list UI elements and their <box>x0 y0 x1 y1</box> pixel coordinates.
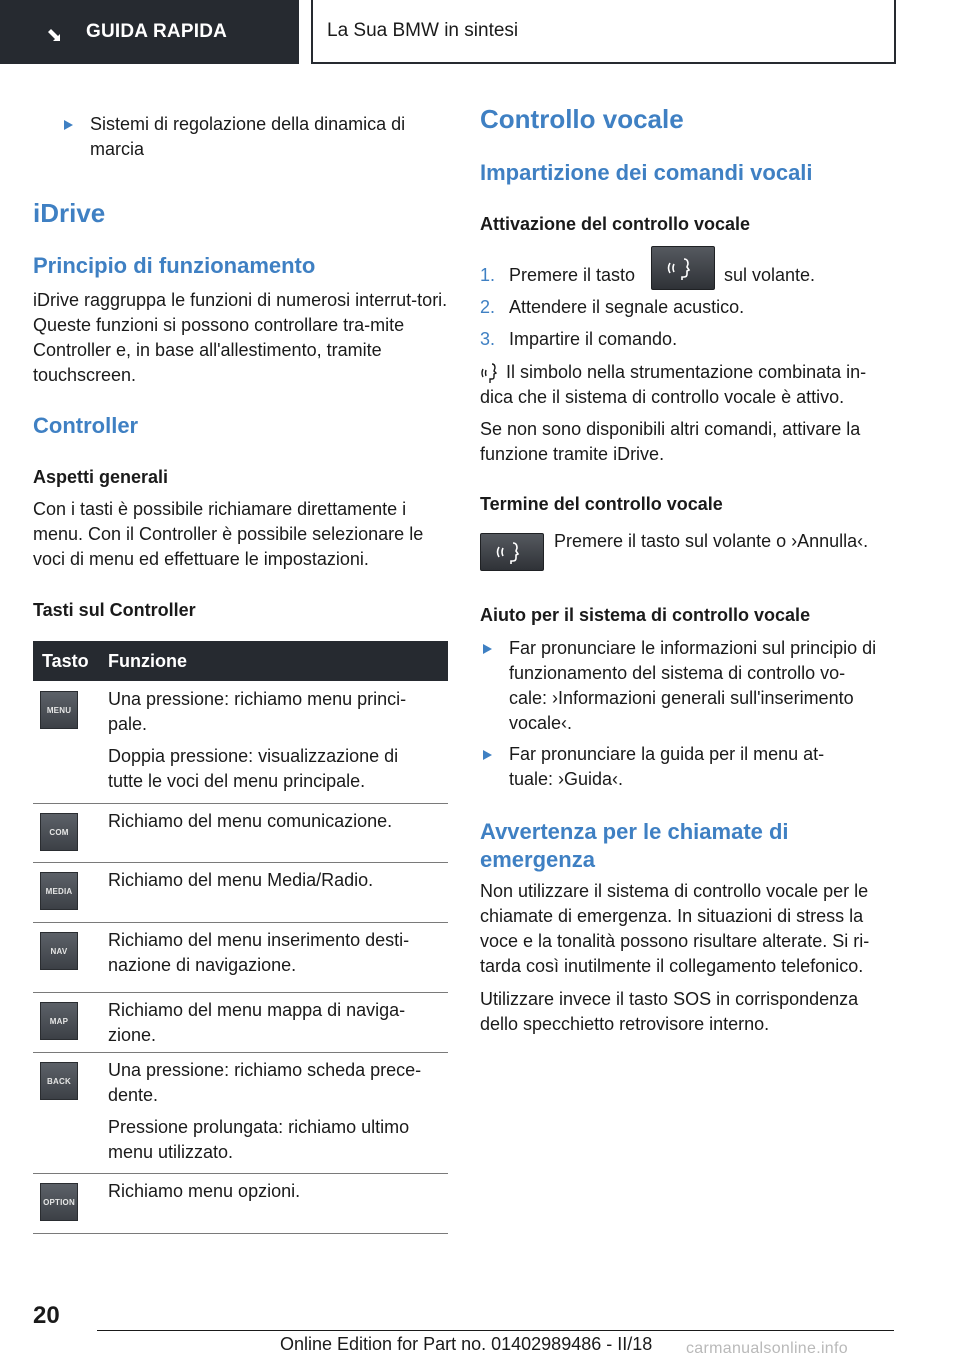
end-title: Termine del controllo vocale <box>480 494 723 514</box>
keys-table-header <box>33 641 448 681</box>
bullet-text: Sistemi di regolazione della dinamica di marcia <box>90 114 406 159</box>
function-text-extra: Pressione prolungata: richiamo ultimo <box>108 1117 410 1137</box>
function-text: nazione di navigazione. <box>108 955 297 975</box>
voice-indicator-icon <box>480 362 502 384</box>
footer-divider <box>97 1330 894 1331</box>
help-bullet-line: funzionamento del sistema di controllo vo- <box>509 663 846 683</box>
help-bullet-text <box>509 742 824 792</box>
function-text: Richiamo del menu Media/Radio. <box>108 870 374 890</box>
row-divider <box>33 992 448 993</box>
step-number: 3. <box>480 329 496 349</box>
voice-command-icon <box>666 255 700 281</box>
keys-title: Tasti sul Controller <box>33 600 196 620</box>
help-bullet-line: tuale: ›Guida‹. <box>509 769 624 789</box>
controller-key-media-icon: MEDIA <box>40 872 78 910</box>
step-text: Impartire il comando. <box>509 329 678 349</box>
emergency-text: Non utilizzare il sistema di controllo vocale per le chiamate di emergenza. In situazioni di stress la voce e la tonalità possono risultare alterate. Si ri-tarda così inutilmente il collegamento telefonico. <box>480 881 870 976</box>
function-text-extra: Doppia pressione: visualizzazione di <box>108 746 399 766</box>
step-number: 1. <box>480 265 496 285</box>
principle-text: iDrive raggruppa le funzioni di numerosi interrut-tori. Queste funzioni si possono controllare tra-mite Controller e, in base all'allestimento, tramite touchscreen. <box>33 290 448 385</box>
controller-key-back-icon: BACK <box>40 1062 78 1100</box>
end-text: Premere il tasto sul volante o ›Annulla‹. <box>554 531 869 551</box>
function-text: pale. <box>108 714 148 734</box>
bullet-triangle-icon <box>483 750 492 760</box>
controller-title: Controller <box>33 413 139 438</box>
section-label: GUIDA RAPIDA <box>86 21 228 42</box>
table-row <box>108 868 443 893</box>
table-row <box>108 1058 443 1165</box>
help-bullet <box>483 742 824 792</box>
row-divider <box>33 1233 448 1234</box>
chapter-title: La Sua BMW in sintesi <box>327 20 519 41</box>
unavailable-text: Se non sono disponibili altri comandi, attivare la funzione tramite iDrive. <box>480 419 861 464</box>
general-text: Con i tasti è possibile richiamare direttamente i menu. Con il Controller è possibile selezionare le voci di menu ed effettuare le impostazioni. <box>33 499 424 569</box>
step-text: Attendere il segnale acustico. <box>509 297 745 317</box>
page-number: 20 <box>33 1302 60 1329</box>
idrive-title: iDrive <box>33 198 106 228</box>
table-row <box>108 1179 443 1204</box>
bullet-triangle-icon <box>483 644 492 654</box>
general-title: Aspetti generali <box>33 467 169 487</box>
controller-key-com-icon: COM <box>40 813 78 851</box>
step-number: 2. <box>480 297 496 317</box>
function-text: Richiamo menu opzioni. <box>108 1181 301 1201</box>
table-row <box>108 998 443 1048</box>
col-function-header: Funzione <box>108 651 187 671</box>
voice-button-icon <box>651 246 715 290</box>
step-text-post: sul volante. <box>724 265 816 285</box>
help-bullet-line: Far pronunciare la guida per il menu at- <box>509 744 825 764</box>
activation-title: Attivazione del controllo vocale <box>480 214 751 234</box>
row-divider <box>33 803 448 804</box>
controller-key-nav-icon: NAV <box>40 932 78 970</box>
header-chapter-tab <box>311 0 896 64</box>
header-section-tab <box>0 0 299 64</box>
row-divider <box>33 862 448 863</box>
help-bullet-line: vocale‹. <box>509 713 573 733</box>
help-bullet-text <box>509 636 876 736</box>
row-divider <box>33 1052 448 1053</box>
function-text-extra: tutte le voci del menu principale. <box>108 771 366 791</box>
edition-text: Online Edition for Part no. 01402989486 - II/18 <box>280 1334 653 1354</box>
symbol-text-line1: Il simbolo nella strumentazione combinata in- <box>506 362 867 382</box>
bullet-triangle-icon <box>64 120 73 130</box>
function-text-extra: menu utilizzato. <box>108 1142 234 1162</box>
function-text: Una pressione: richiamo menu princi- <box>108 689 407 709</box>
controller-key-option-icon: OPTION <box>40 1183 78 1221</box>
function-text: dente. <box>108 1085 159 1105</box>
principle-title: Principio di funzionamento <box>33 253 316 278</box>
row-divider <box>33 1173 448 1174</box>
emergency-title-line1: Avvertenza per le chiamate di <box>480 819 789 844</box>
table-row <box>108 928 443 978</box>
emergency-title-line2: emergenza <box>480 847 595 872</box>
controller-key-menu-icon: MENU <box>40 691 78 729</box>
voice-button-icon <box>480 533 544 571</box>
function-text: Una pressione: richiamo scheda prece- <box>108 1060 422 1080</box>
row-divider <box>33 922 448 923</box>
col-key-header: Tasto <box>42 651 89 671</box>
table-row <box>108 687 443 794</box>
function-text: Richiamo del menu mappa di naviga- <box>108 1000 406 1020</box>
table-row <box>108 809 443 834</box>
symbol-text-line2: dica che il sistema di controllo vocale è attivo. <box>480 387 845 407</box>
quick-guide-icon <box>44 28 66 42</box>
voice-command-icon <box>495 539 529 565</box>
controller-key-map-icon: MAP <box>40 1002 78 1040</box>
bullet-item <box>64 112 444 162</box>
voice-title: Controllo vocale <box>480 104 684 134</box>
step-text: Premere il tasto <box>509 265 636 285</box>
sos-text: Utilizzare invece il tasto SOS in corrispondenza dello specchietto retrovisore interno. <box>480 989 859 1034</box>
function-text: Richiamo del menu inserimento desti- <box>108 930 410 950</box>
commands-title: Impartizione dei comandi vocali <box>480 160 813 185</box>
help-title: Aiuto per il sistema di controllo vocale <box>480 605 811 625</box>
function-text: zione. <box>108 1025 157 1045</box>
function-text: Richiamo del menu comunicazione. <box>108 811 393 831</box>
help-bullet-line: Far pronunciare le informazioni sul principio di <box>509 638 877 658</box>
watermark: carmanualsonline.info <box>686 1340 848 1357</box>
help-bullet-line: cale: ›Informazioni generali sull'inserimento <box>509 688 854 708</box>
help-bullet <box>483 636 876 736</box>
